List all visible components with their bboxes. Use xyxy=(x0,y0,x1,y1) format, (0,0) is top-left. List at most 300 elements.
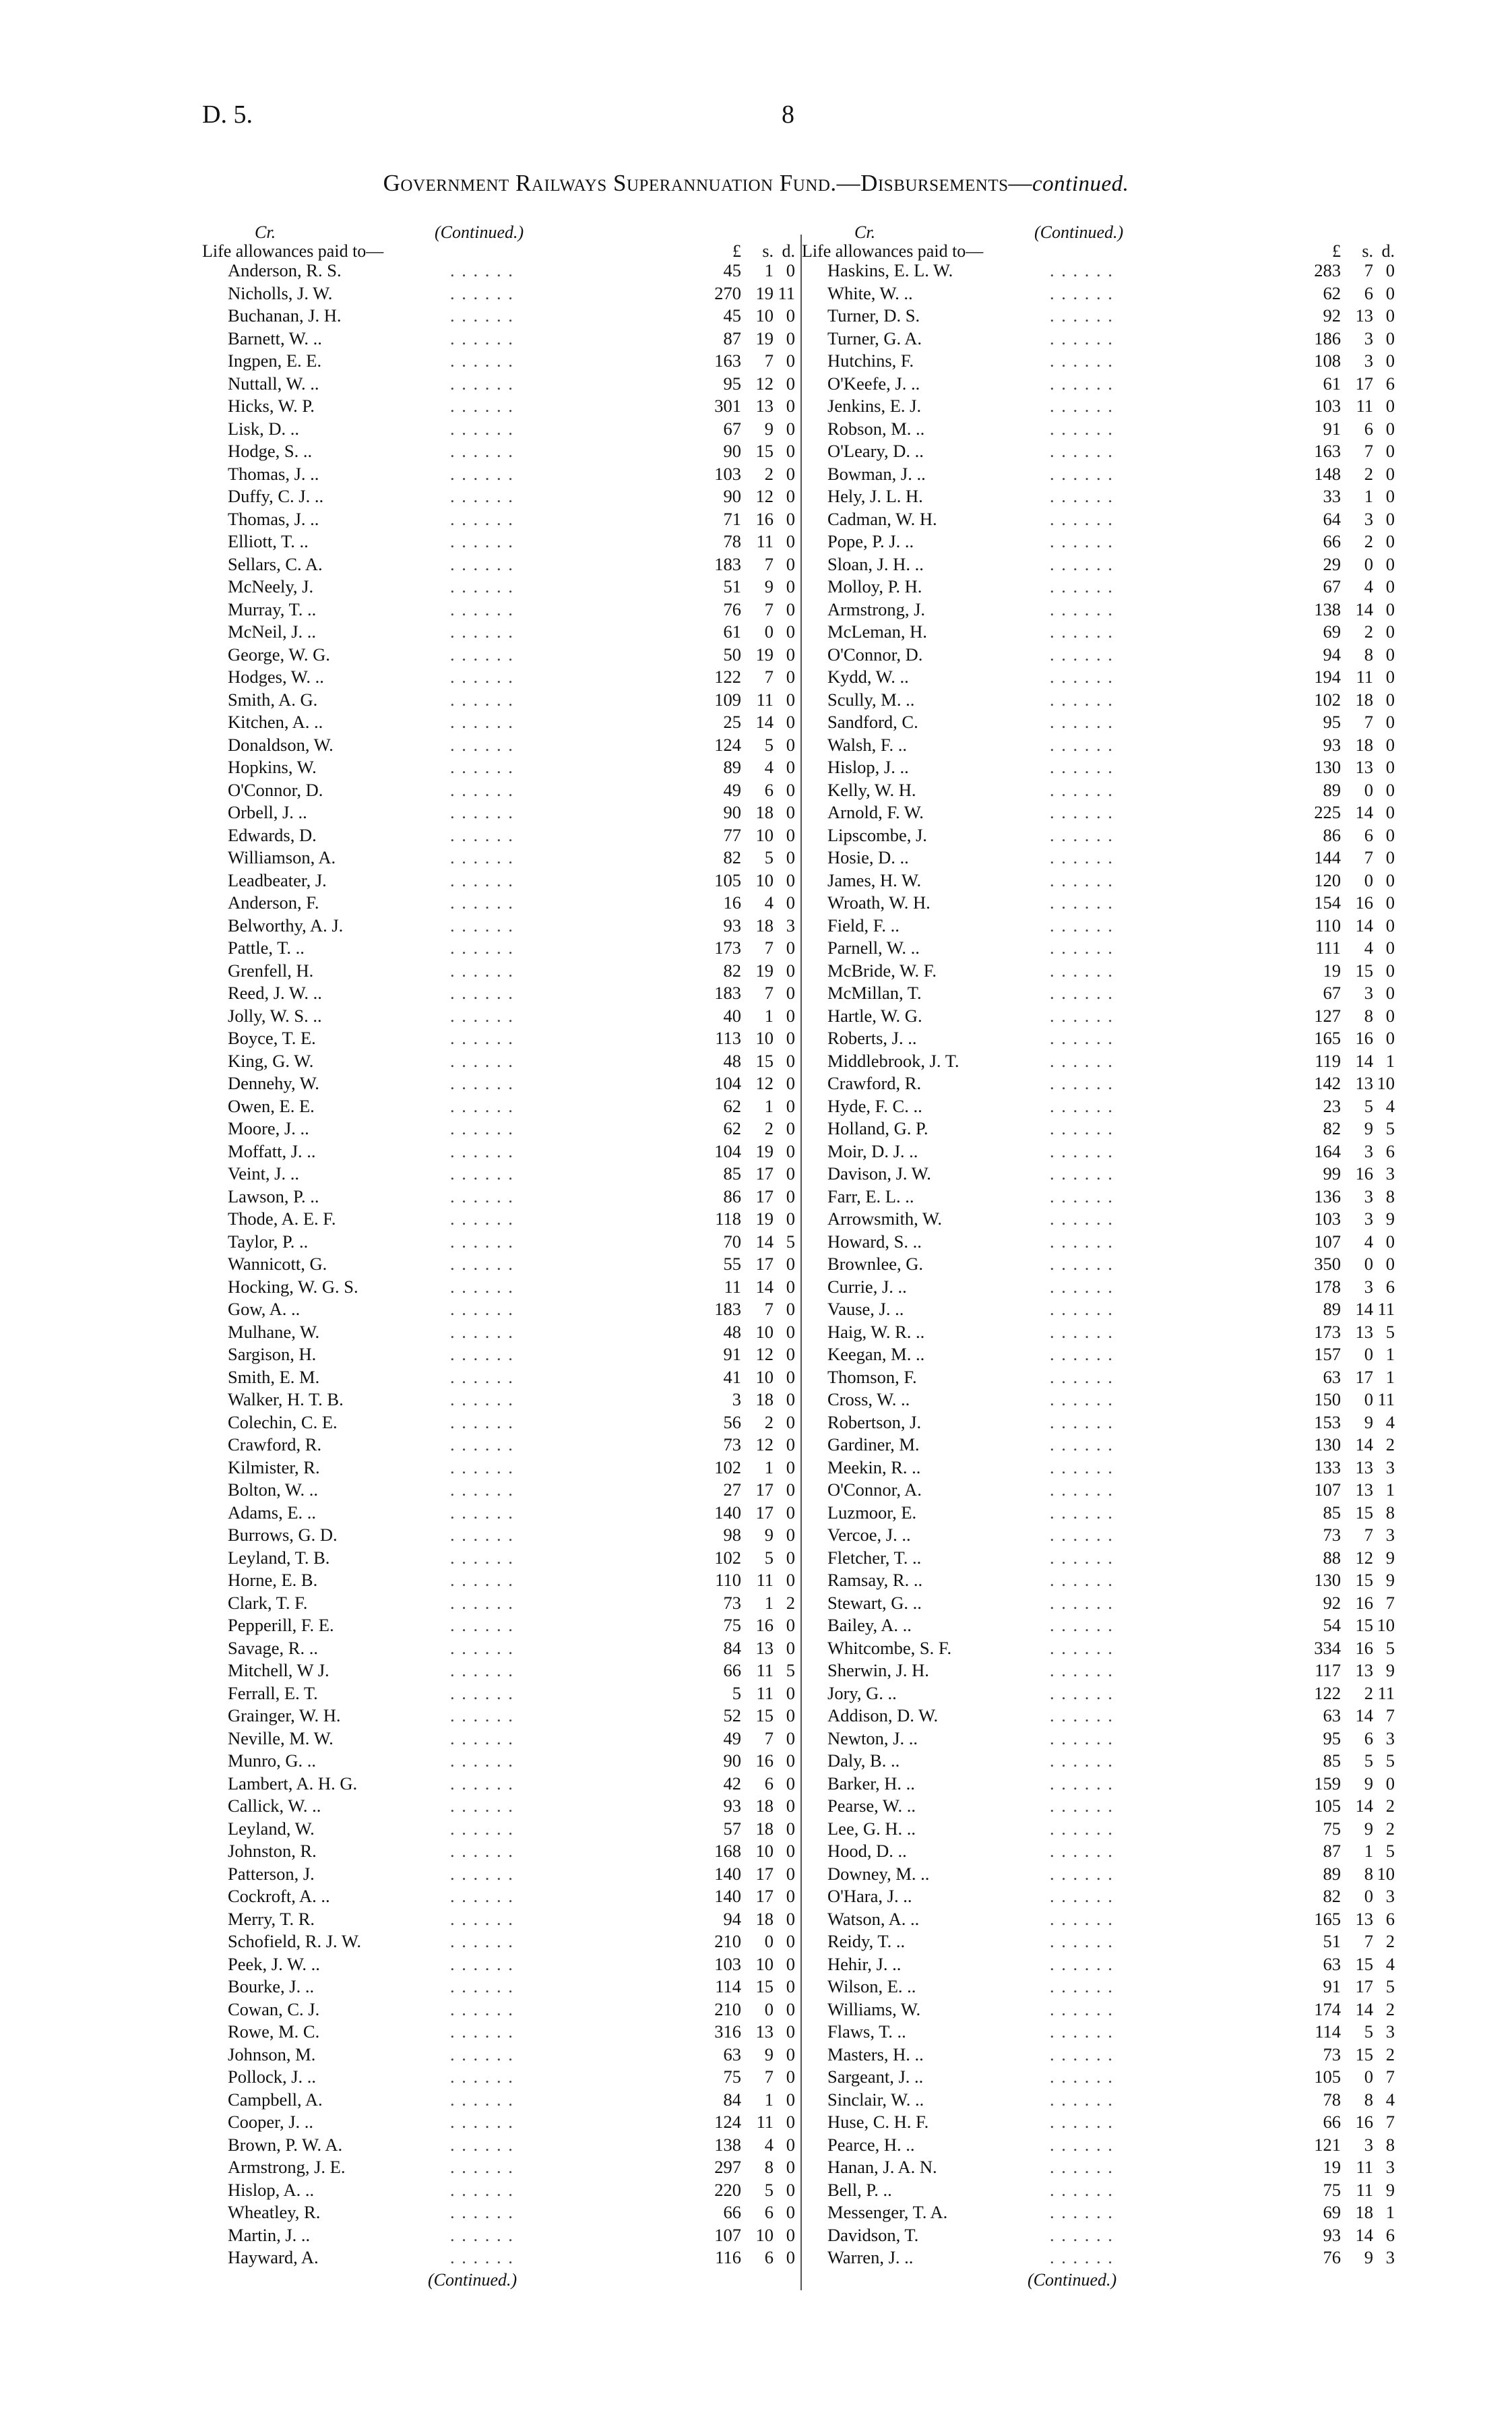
table-row xyxy=(802,847,1395,870)
amount-pence: 5 xyxy=(1385,1976,1395,1996)
leader-dots: . . . . . . xyxy=(1050,2134,1114,2155)
payee-name: Donaldson, W. xyxy=(228,734,334,755)
amount-pounds: 104 xyxy=(714,1073,741,1093)
amount-pounds: 121 xyxy=(1314,2134,1341,2155)
amount-pence: 0 xyxy=(786,2179,795,2200)
table-row xyxy=(202,1028,795,1051)
amount-pence: 0 xyxy=(786,1886,795,1906)
table-row xyxy=(202,1796,795,1818)
amount-shillings: 8 xyxy=(764,2157,774,2177)
amount-pence: 0 xyxy=(786,328,795,348)
table-row xyxy=(202,1683,795,1706)
leader-dots: . . . . . . xyxy=(450,847,514,867)
amount-pounds: 194 xyxy=(1314,667,1341,687)
payee-name: Pattle, T. .. xyxy=(228,938,305,958)
table-row xyxy=(802,1118,1395,1141)
payee-name: Howard, S. .. xyxy=(827,1231,922,1252)
column-subheader xyxy=(802,222,1395,241)
amount-shillings: 5 xyxy=(764,2179,774,2200)
amount-pounds: 91 xyxy=(1323,418,1341,439)
amount-pence: 0 xyxy=(786,1186,795,1206)
amount-pence: 0 xyxy=(786,1727,795,1748)
table-row xyxy=(802,1570,1395,1593)
amount-shillings: 7 xyxy=(1364,712,1373,732)
amount-pounds: 63 xyxy=(1323,1705,1341,1725)
table-row xyxy=(202,1412,795,1435)
leader-dots: . . . . . . xyxy=(450,960,514,981)
amount-pence: 3 xyxy=(1385,1727,1395,1748)
table-row xyxy=(202,2157,795,2180)
payee-name: Hartle, W. G. xyxy=(827,1005,922,1026)
amount-pence: 4 xyxy=(1385,2089,1395,2110)
table-row xyxy=(202,667,795,690)
amount-pounds: 73 xyxy=(723,1592,741,1613)
leader-dots: . . . . . . xyxy=(450,531,514,551)
amount-shillings: 0 xyxy=(764,621,774,642)
amount-pence: 4 xyxy=(1385,1953,1395,1974)
table-row xyxy=(202,960,795,983)
amount-pence: 3 xyxy=(1385,2157,1395,2177)
amount-pounds: 130 xyxy=(1314,1570,1341,1590)
amount-pounds: 64 xyxy=(1323,508,1341,529)
payee-name: Hopkins, W. xyxy=(228,757,317,777)
amount-pence: 0 xyxy=(786,869,795,890)
amount-shillings: 5 xyxy=(764,847,774,867)
amount-pounds: 90 xyxy=(723,802,741,822)
payee-name: O'Connor, D. xyxy=(228,779,323,800)
table-row xyxy=(202,531,795,554)
amount-shillings: 16 xyxy=(1355,1163,1373,1184)
table-row xyxy=(802,1208,1395,1231)
payee-name: Horne, E. B. xyxy=(228,1570,318,1590)
payee-name: O'Leary, D. .. xyxy=(827,441,924,461)
table-row xyxy=(202,1931,795,1954)
amount-shillings: 3 xyxy=(1364,1140,1373,1161)
amount-shillings: 7 xyxy=(764,667,774,687)
leader-dots: . . . . . . xyxy=(1050,2157,1114,2177)
table-row xyxy=(202,1570,795,1593)
amount-pounds: 99 xyxy=(1323,1163,1341,1184)
payee-name: Stewart, G. .. xyxy=(827,1592,922,1613)
amount-shillings: 13 xyxy=(755,396,774,416)
amount-pence: 0 xyxy=(786,712,795,732)
payee-name: Merry, T. R. xyxy=(228,1908,315,1929)
amount-pence: 0 xyxy=(786,1502,795,1523)
leader-dots: . . . . . . xyxy=(450,1863,514,1884)
amount-pence: 0 xyxy=(1385,960,1395,981)
amount-pounds: 130 xyxy=(1314,757,1341,777)
leader-dots: . . . . . . xyxy=(450,1796,514,1816)
table-row xyxy=(202,486,795,509)
amount-shillings: 0 xyxy=(1364,1344,1373,1364)
amount-pence: 0 xyxy=(1385,553,1395,574)
amount-shillings: 10 xyxy=(755,1953,774,1974)
table-row xyxy=(802,2135,1395,2157)
leader-dots: . . . . . . xyxy=(1050,328,1114,348)
table-row xyxy=(202,350,795,373)
amount-pence: 0 xyxy=(786,1028,795,1048)
amount-pounds: 102 xyxy=(714,1457,741,1477)
amount-pounds: 67 xyxy=(1323,983,1341,1003)
leader-dots: . . . . . . xyxy=(450,1073,514,1093)
amount-pence: 9 xyxy=(1385,1547,1395,1568)
leader-dots: . . . . . . xyxy=(450,1254,514,1274)
amount-pounds: 33 xyxy=(1323,486,1341,506)
payee-name: Hislop, A. .. xyxy=(228,2179,315,2200)
amount-shillings: 15 xyxy=(1355,1570,1373,1590)
payee-name: Ramsay, R. .. xyxy=(827,1570,923,1590)
table-row xyxy=(202,870,795,893)
payee-name: Hood, D. .. xyxy=(827,1841,907,1861)
table-row xyxy=(202,1660,795,1683)
leader-dots: . . . . . . xyxy=(1050,1028,1114,1048)
amount-pence: 0 xyxy=(1385,824,1395,845)
payee-name: Gardiner, M. xyxy=(827,1434,920,1455)
amount-pence: 0 xyxy=(1385,508,1395,529)
leader-dots: . . . . . . xyxy=(450,1660,514,1680)
leader-dots: . . . . . . xyxy=(450,1434,514,1455)
payee-name: Williams, W. xyxy=(827,1998,921,2019)
leader-dots: . . . . . . xyxy=(1050,1953,1114,1974)
leader-dots: . . . . . . xyxy=(450,2066,514,2087)
payee-name: Orbell, J. .. xyxy=(228,802,307,822)
leader-dots: . . . . . . xyxy=(1050,1750,1114,1771)
amount-shillings: 3 xyxy=(1364,1276,1373,1297)
amount-pounds: 63 xyxy=(1323,1366,1341,1387)
table-row xyxy=(202,1389,795,1412)
amount-pence: 0 xyxy=(786,1908,795,1929)
amount-shillings: 18 xyxy=(755,1908,774,1929)
amount-pence: 0 xyxy=(1385,892,1395,913)
table-row xyxy=(202,1051,795,1074)
amount-pence: 0 xyxy=(786,2202,795,2222)
amount-pence: 9 xyxy=(1385,1208,1395,1229)
amount-pounds: 98 xyxy=(723,1525,741,1545)
amount-shillings: 7 xyxy=(1364,1931,1373,1951)
amount-shillings: 7 xyxy=(1364,847,1373,867)
amount-pence: 0 xyxy=(1385,1254,1395,1274)
amount-pounds: 283 xyxy=(1314,260,1341,280)
amount-pence: 0 xyxy=(1385,667,1395,687)
payee-name: McLeman, H. xyxy=(827,621,927,642)
amount-pounds: 77 xyxy=(723,824,741,845)
payee-name: Pepperill, F. E. xyxy=(228,1615,334,1635)
leader-dots: . . . . . . xyxy=(1050,1254,1114,1274)
amount-pounds: 85 xyxy=(723,1163,741,1184)
table-row xyxy=(202,1367,795,1390)
amount-shillings: 18 xyxy=(1355,734,1373,755)
payee-name: Moore, J. .. xyxy=(228,1118,309,1138)
leader-dots: . . . . . . xyxy=(1050,2247,1114,2267)
leader-dots: . . . . . . xyxy=(1050,1231,1114,1252)
amount-pence: 4 xyxy=(1385,1411,1395,1432)
amount-pence: 0 xyxy=(1385,328,1395,348)
table-row xyxy=(802,825,1395,848)
amount-pounds: 95 xyxy=(723,373,741,394)
table-row xyxy=(802,1660,1395,1683)
amount-pounds: 89 xyxy=(1323,1299,1341,1319)
amount-shillings: 2 xyxy=(1364,463,1373,484)
table-row xyxy=(802,2225,1395,2248)
payee-name: Sherwin, J. H. xyxy=(827,1660,929,1680)
amount-pence: 0 xyxy=(786,1547,795,1568)
leader-dots: . . . . . . xyxy=(1050,1479,1114,1500)
leader-dots: . . . . . . xyxy=(450,576,514,596)
amount-shillings: 18 xyxy=(1355,2202,1373,2222)
amount-shillings: 4 xyxy=(764,2134,774,2155)
amount-pence: 0 xyxy=(786,1208,795,1229)
payee-name: Bourke, J. .. xyxy=(228,1976,315,1996)
leader-dots: . . . . . . xyxy=(450,1186,514,1206)
payee-name: Newton, J. .. xyxy=(827,1727,918,1748)
table-row xyxy=(802,1344,1395,1367)
payee-name: Callick, W. .. xyxy=(228,1796,321,1816)
amount-pence: 0 xyxy=(786,1479,795,1500)
leader-dots: . . . . . . xyxy=(1050,1660,1114,1680)
amount-shillings: 3 xyxy=(1364,983,1373,1003)
amount-shillings: 11 xyxy=(1356,667,1373,687)
amount-pounds: 110 xyxy=(715,1570,741,1590)
amount-pounds: 93 xyxy=(1323,734,1341,755)
payee-name: Jory, G. .. xyxy=(827,1682,897,1703)
payee-name: Schofield, R. J. W. xyxy=(228,1931,362,1951)
table-row xyxy=(802,1322,1395,1345)
leader-dots: . . . . . . xyxy=(1050,1321,1114,1342)
table-row xyxy=(202,825,795,848)
amount-pounds: 103 xyxy=(1314,396,1341,416)
amount-pence: 0 xyxy=(786,802,795,822)
leader-dots: . . . . . . xyxy=(1050,757,1114,777)
amount-pence: 3 xyxy=(1385,1886,1395,1906)
payee-name: Cowan, C. J. xyxy=(228,1998,320,2019)
leader-dots: . . . . . . xyxy=(450,689,514,710)
amount-pounds: 186 xyxy=(1314,328,1341,348)
table-row xyxy=(202,1864,795,1887)
amount-pounds: 138 xyxy=(714,2134,741,2155)
table-row xyxy=(202,780,795,803)
leader-dots: . . . . . . xyxy=(1050,847,1114,867)
amount-pence: 0 xyxy=(1385,396,1395,416)
leader-dots: . . . . . . xyxy=(450,463,514,484)
payee-name: Hicks, W. P. xyxy=(228,396,315,416)
amount-pounds: 89 xyxy=(723,757,741,777)
table-row xyxy=(802,1502,1395,1525)
amount-shillings: 15 xyxy=(755,1976,774,1996)
amount-pounds: 103 xyxy=(1314,1208,1341,1229)
payee-name: Barker, H. .. xyxy=(827,1773,915,1794)
amount-pounds: 120 xyxy=(1314,869,1341,890)
leader-dots: . . . . . . xyxy=(1050,1931,1114,1951)
payee-name: Anderson, F. xyxy=(228,892,319,913)
amount-shillings: 14 xyxy=(1355,1705,1373,1725)
amount-shillings: 5 xyxy=(1364,1095,1373,1116)
table-row xyxy=(802,892,1395,915)
table-row xyxy=(802,396,1395,419)
amount-pounds: 163 xyxy=(1314,441,1341,461)
table-row xyxy=(802,1299,1395,1322)
payee-name: White, W. .. xyxy=(827,282,913,303)
amount-pounds: 84 xyxy=(723,2089,741,2110)
continued-text: (Continued.) xyxy=(1034,222,1124,242)
page-number: 8 xyxy=(782,100,794,129)
table-row xyxy=(802,2247,1395,2270)
amount-pounds: 111 xyxy=(1315,938,1341,958)
amount-shillings: 7 xyxy=(1364,260,1373,280)
table-row xyxy=(202,1118,795,1141)
amount-pence: 0 xyxy=(786,1863,795,1884)
amount-shillings: 7 xyxy=(764,553,774,574)
payee-name: Gow, A. .. xyxy=(228,1299,301,1319)
leader-dots: . . . . . . xyxy=(450,350,514,371)
payee-name: Belworthy, A. J. xyxy=(228,915,344,936)
payee-name: Veint, J. .. xyxy=(228,1163,299,1184)
table-row xyxy=(202,1728,795,1751)
leader-dots: . . . . . . xyxy=(450,2224,514,2245)
amount-shillings: 11 xyxy=(756,531,774,551)
amount-shillings: 13 xyxy=(1355,1660,1373,1680)
amount-pence: 0 xyxy=(786,1953,795,1974)
table-row xyxy=(202,757,795,780)
amount-pence: 5 xyxy=(1385,1118,1395,1138)
payee-name: Hutchins, F. xyxy=(827,350,914,371)
amount-pounds: 52 xyxy=(723,1705,741,1725)
leader-dots: . . . . . . xyxy=(1050,1886,1114,1906)
table-row xyxy=(802,486,1395,509)
payee-name: Armstrong, J. E. xyxy=(228,2157,346,2177)
leader-dots: . . . . . . xyxy=(450,1727,514,1748)
payee-name: Wroath, W. H. xyxy=(827,892,931,913)
amount-pounds: 127 xyxy=(1314,1005,1341,1026)
amount-shillings: 9 xyxy=(764,418,774,439)
amount-pounds: 148 xyxy=(1314,463,1341,484)
amount-shillings: 1 xyxy=(764,260,774,280)
amount-shillings: 19 xyxy=(755,282,774,303)
table-row xyxy=(802,1864,1395,1887)
amount-pence: 0 xyxy=(786,2021,795,2042)
amount-pounds: 173 xyxy=(1314,1321,1341,1342)
payee-name: Hocking, W. G. S. xyxy=(228,1276,358,1297)
amount-pounds: 92 xyxy=(1323,305,1341,326)
amount-pence: 11 xyxy=(1377,1299,1395,1319)
payee-name: King, G. W. xyxy=(228,1050,314,1071)
table-row xyxy=(202,1096,795,1119)
amount-shillings: 8 xyxy=(1364,644,1373,665)
amount-pence: 3 xyxy=(1385,1163,1395,1184)
table-row xyxy=(802,690,1395,712)
payee-name: Cadman, W. H. xyxy=(827,508,937,529)
payee-name: Thomson, F. xyxy=(827,1366,917,1387)
amount-pounds: 210 xyxy=(714,1931,741,1951)
table-row xyxy=(202,1976,795,1999)
amount-pence: 1 xyxy=(1385,1366,1395,1387)
amount-pounds: 19 xyxy=(1323,2157,1341,2177)
amount-shillings: 18 xyxy=(755,802,774,822)
payee-name: Owen, E. E. xyxy=(228,1095,315,1116)
table-row xyxy=(802,1886,1395,1909)
amount-pence: 11 xyxy=(1377,1389,1395,1409)
amount-pounds: 183 xyxy=(714,1299,741,1319)
leader-dots: . . . . . . xyxy=(1050,282,1114,303)
amount-pounds: 57 xyxy=(723,1818,741,1839)
amount-pounds: 41 xyxy=(723,1366,741,1387)
amount-shillings: 19 xyxy=(755,328,774,348)
amount-pence: 6 xyxy=(1385,373,1395,394)
leader-dots: . . . . . . xyxy=(450,1118,514,1138)
table-row xyxy=(202,2044,795,2067)
amount-pence: 0 xyxy=(786,486,795,506)
leader-dots: . . . . . . xyxy=(1050,1208,1114,1229)
amount-pounds: 95 xyxy=(1323,712,1341,732)
amount-pounds: 56 xyxy=(723,1411,741,1432)
left-column xyxy=(202,222,795,2293)
table-row xyxy=(202,1254,795,1277)
amount-pence: 11 xyxy=(778,282,795,303)
amount-shillings: 18 xyxy=(755,915,774,936)
leader-dots: . . . . . . xyxy=(450,1750,514,1771)
amount-pounds: 63 xyxy=(1323,1953,1341,1974)
payee-name: Leyland, W. xyxy=(228,1818,315,1839)
table-row xyxy=(802,2202,1395,2225)
amount-pounds: 85 xyxy=(1323,1750,1341,1771)
payee-name: Mitchell, W J. xyxy=(228,1660,329,1680)
amount-pence: 0 xyxy=(786,734,795,755)
amount-pounds: 93 xyxy=(723,915,741,936)
table-row xyxy=(802,1006,1395,1029)
table-row xyxy=(802,531,1395,554)
amount-pence: 0 xyxy=(786,1276,795,1297)
document-reference: D. 5. xyxy=(202,100,253,129)
leader-dots: . . . . . . xyxy=(450,621,514,642)
amount-shillings: 11 xyxy=(756,689,774,710)
leader-dots: . . . . . . xyxy=(1050,1592,1114,1613)
amount-pence: 5 xyxy=(786,1231,795,1252)
amount-pence: 0 xyxy=(1385,599,1395,619)
table-row xyxy=(202,1548,795,1570)
leader-dots: . . . . . . xyxy=(1050,644,1114,665)
amount-pence: 2 xyxy=(1385,1796,1395,1816)
amount-shillings: 15 xyxy=(755,441,774,461)
payee-name: Lawson, P. .. xyxy=(228,1186,319,1206)
leader-dots: . . . . . . xyxy=(1050,1276,1114,1297)
payee-name: Turner, G. A. xyxy=(827,328,922,348)
leader-dots: . . . . . . xyxy=(1050,1796,1114,1816)
payee-name: Roberts, J. .. xyxy=(827,1028,917,1048)
amount-pence: 0 xyxy=(786,757,795,777)
leader-dots: . . . . . . xyxy=(450,915,514,936)
amount-pence: 0 xyxy=(786,1050,795,1071)
table-row xyxy=(802,983,1395,1006)
amount-pounds: 86 xyxy=(723,1186,741,1206)
table-row xyxy=(202,1479,795,1502)
payee-name: Thode, A. E. F. xyxy=(228,1208,336,1229)
table-row xyxy=(202,2089,795,2112)
amount-pounds: 103 xyxy=(714,463,741,484)
amount-shillings: 18 xyxy=(1355,689,1373,710)
payee-name: Buchanan, J. H. xyxy=(228,305,342,326)
leader-dots: . . . . . . xyxy=(1050,1547,1114,1568)
leader-dots: . . . . . . xyxy=(450,1163,514,1184)
amount-pence: 0 xyxy=(786,621,795,642)
amount-pounds: 51 xyxy=(723,576,741,596)
amount-pence: 0 xyxy=(786,1095,795,1116)
unit-pence: d. xyxy=(1381,241,1395,261)
amount-pounds: 50 xyxy=(723,644,741,665)
leader-dots: . . . . . . xyxy=(1050,2224,1114,2245)
leader-dots: . . . . . . xyxy=(450,1682,514,1703)
leader-dots: . . . . . . xyxy=(450,2134,514,2155)
table-row xyxy=(802,1954,1395,1977)
amount-shillings: 3 xyxy=(1364,350,1373,371)
